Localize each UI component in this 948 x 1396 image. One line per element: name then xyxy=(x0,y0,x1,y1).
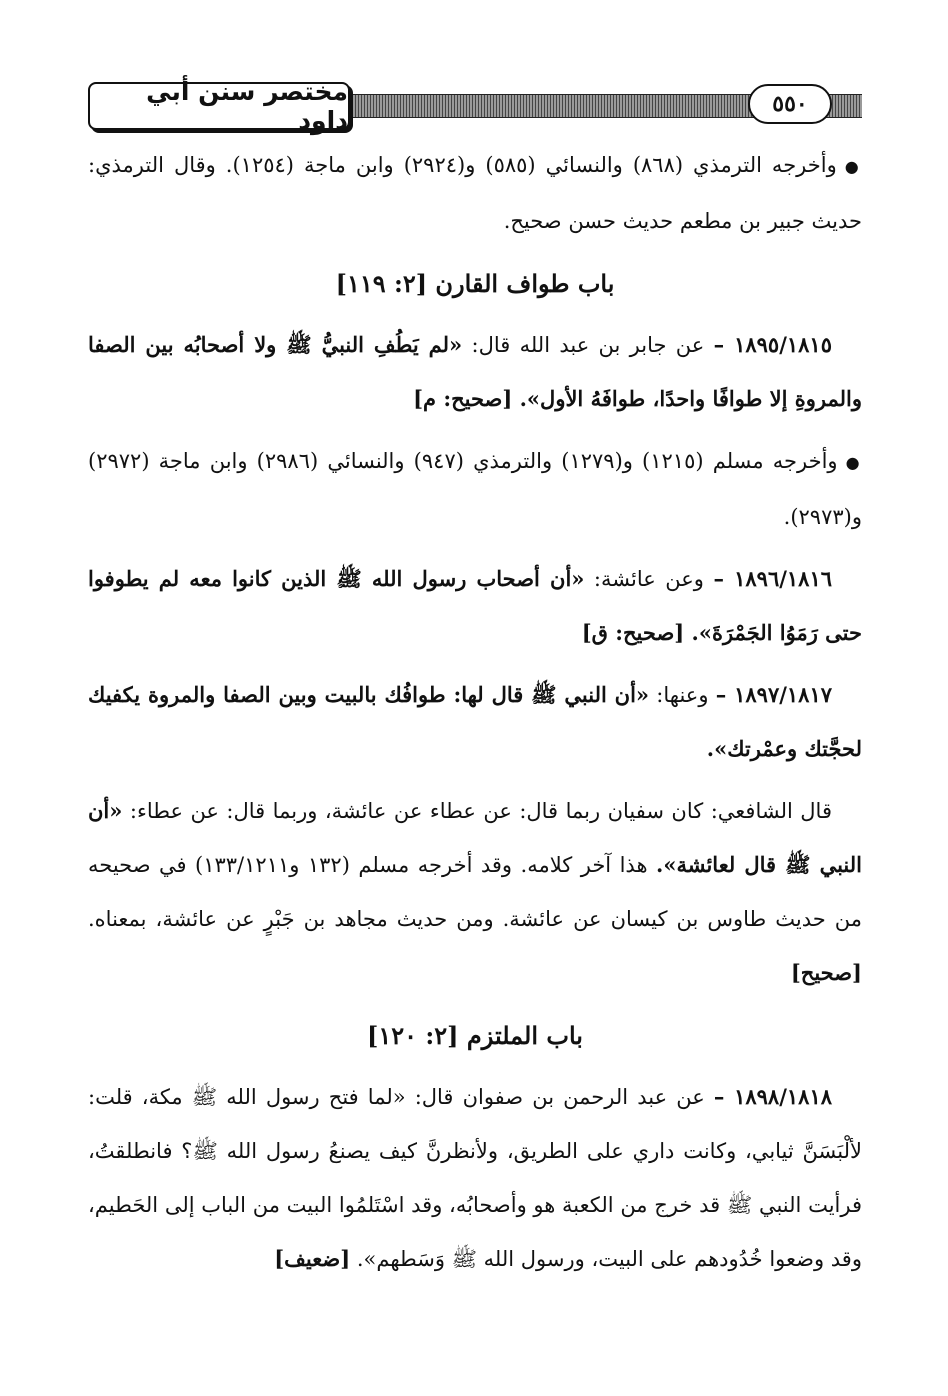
hadith-text: «أن النبي ﷺ قال لها: طوافُك بالبيت وبين الصفا والمروة يكفيك لحجَّتك وعمْرتك». xyxy=(88,682,862,761)
bullet-icon: ● xyxy=(845,453,863,472)
paragraph-takhrij-2: ●وأخرجه مسلم (١٢١٥) و(١٢٧٩) والترمذي (٩٤٧) والنسائي (٢٩٨٦) وابن ماجة (٢٩٧٢) و(٢٩٧٣). xyxy=(88,449,863,529)
chapter-heading-multazam: باب الملتزم [٢: ١٢٠] xyxy=(367,1021,583,1050)
hadith-number: ١٨٩٦/١٨١٦ – xyxy=(713,566,833,591)
paragraph-takhrij-1: ●وأخرجه الترمذي (٨٦٨) والنسائي (٥٨٥) و(٢٩٢٤) وابن ماجة (١٢٥٤). وقال الترمذي: حديث جبير بن مطعم حديث حسن صحيح. xyxy=(88,153,863,233)
page-number: ٥٥٠ xyxy=(748,84,832,124)
grade-label: [ضعيف] xyxy=(274,1246,351,1271)
bullet-icon: ● xyxy=(844,157,863,176)
running-header xyxy=(88,77,862,138)
hadith-1896: ١٨٩٦/١٨١٦ – وعن عائشة: «أن أصحاب رسول الله ﷺ الذين كانوا معه لم يطوفوا حتى رَمَوُا الجَمْرَةَ». [صحيح: ق] xyxy=(88,566,862,645)
book-title: مختصر سنن أبي داود xyxy=(88,82,350,130)
commentary-shafii: قال الشافعي: كان سفيان ربما قال: عن عطاء عن عائشة، وربما قال: عن عطاء: «أن النبي ﷺ قال لعائشة». هذا آخر كلامه. وقد أخرجه مسلم (١٣٢ و١٣٣/١٢١١) في صحيحه من حديث طاوس بن كيسان عن عائشة. ومن حديث مجاهد بن جَبْرٍ عن عائشة، بمعناه. [صحيح] xyxy=(88,798,863,985)
hadith-1897: ١٨٩٧/١٨١٧ – وعنها: «أن النبي ﷺ قال لها: طوافُك بالبيت وبين الصفا والمروة يكفيك لحجَّتك وعمْرتك». xyxy=(88,682,862,761)
hadith-text: «لم يَطُفِ النبيُّ ﷺ ولا أصحابُه بين الصفا والمروةِ إلا طوافًا واحدًا، طوافَهُ الأول». [صحيح: م] xyxy=(88,332,862,411)
hadith-number: ١٨٩٧/١٨١٧ – xyxy=(715,682,833,707)
page-content xyxy=(88,138,862,1286)
hadith-text: «أن أصحاب رسول الله ﷺ الذين كانوا معه لم يطوفوا حتى رَمَوُا الجَمْرَةَ». [صحيح: ق] xyxy=(88,566,862,645)
hadith-1898: ١٨٩٨/١٨١٨ – عن عبد الرحمن بن صفوان قال: «لما فتح رسول الله ﷺ مكة، قلت: لألْبَسَنَّ ثيابي، وكانت داري على الطريق، ولأنظرنَّ كيف يصنعُ رسول الله ﷺ؟ فانطلقتُ، فرأيت النبي ﷺ قد خرج من الكعبة هو وأصحابُه، وقد اسْتَلمُوا البيت من الباب إلى الحَطيم، وقد وضعوا خُدُودهم على البيت، ورسول الله ﷺ وَسَطهم». [ضعيف] xyxy=(88,1084,862,1271)
hadith-number: ١٨٩٥/١٨١٥ – xyxy=(713,332,832,357)
chapter-heading-qarin: باب طواف القارن [٢: ١١٩] xyxy=(335,269,615,298)
hadith-1895: ١٨٩٥/١٨١٥ – عن جابر بن عبد الله قال: «لم يَطُفِ النبيُّ ﷺ ولا أصحابُه بين الصفا والمروةِ إلا طوافًا واحدًا، طوافَهُ الأول». [صحيح: م] xyxy=(88,332,862,411)
grade-label: [صحيح] xyxy=(790,960,862,985)
hadith-number: ١٨٩٨/١٨١٨ – xyxy=(713,1084,832,1109)
